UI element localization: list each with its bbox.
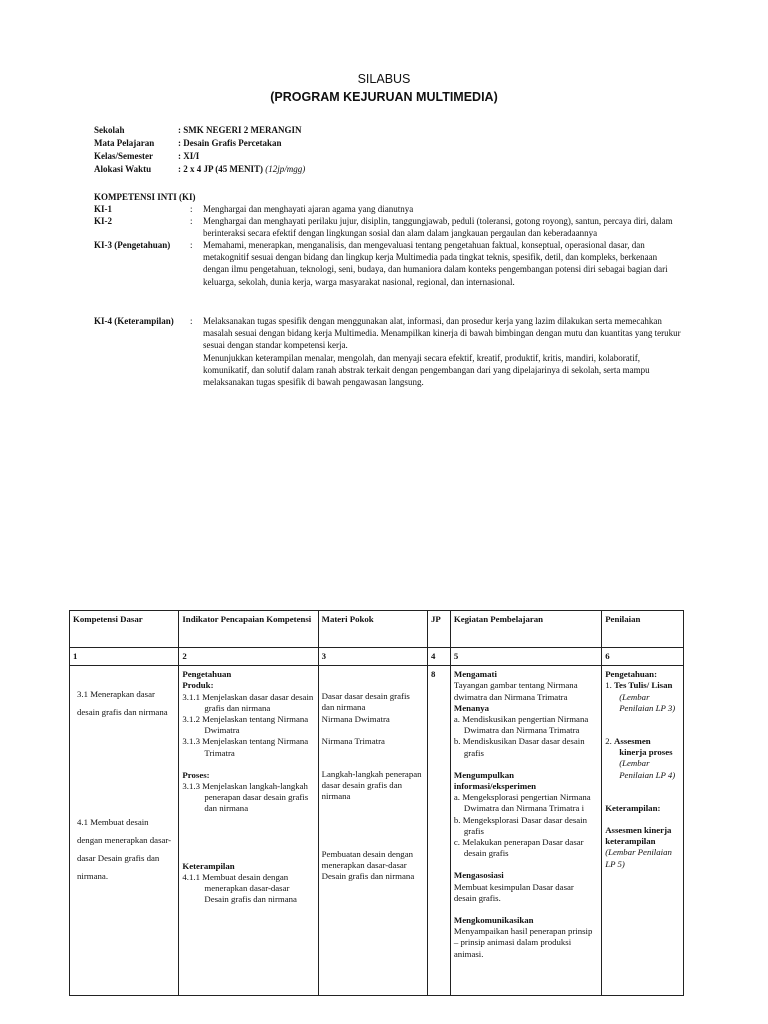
table-header: JP [427, 611, 450, 648]
ind-pengetahuan-heading: Pengetahuan [182, 669, 232, 680]
identity-label: Sekolah [94, 125, 125, 135]
keg-text: Membuat kesimpulan Dasar dasar desain grafis. [453, 881, 574, 903]
table-header: Kompetensi Dasar [70, 611, 179, 648]
keg-heading: Mengamati [453, 669, 497, 680]
identity-label: Alokasi Waktu [94, 164, 152, 174]
keg-item: c. Melakukan penerapan Dasar dasar desain grafis [453, 837, 584, 859]
keg-item: a. Mengeksplorasi pengertian Nirmana Dwimatra dan Nirmana Trimatra i [453, 792, 591, 814]
ind-item: 3.1.2 Menjelaskan tentang Nirmana Dwimatra [182, 714, 309, 736]
identity-value: : 2 x 4 JP (45 MENIT) [178, 164, 263, 174]
pen-item: 1. Tes Tulis/ Lisan (Lembar Penilaian LP 3) [605, 680, 676, 713]
table-header: Penilaian [602, 611, 684, 648]
ind-produk-heading: Produk: [182, 680, 214, 691]
table-header: Kegiatan Pembelajaran [450, 611, 601, 648]
column-number: 2 [179, 648, 318, 666]
pen-item: 2. Assesmen kinerja proses (Lembar Penilaian LP 4) [605, 736, 676, 780]
ki-text: Menghargai dan menghayati ajaran agama yang dianutnya [203, 204, 414, 214]
column-number: 5 [450, 648, 601, 666]
ki-label: KI-3 (Pengetahuan) [94, 240, 171, 250]
kegiatan-cell [450, 666, 601, 996]
pen-heading: Pengetahuan: [605, 669, 657, 680]
identity-label: Kelas/Semester [94, 151, 153, 161]
kd-item: 4.1 Membuat desain dengan menerapkan dasar-dasar Desain grafis dan nirmana. [77, 817, 172, 882]
table-header: Materi Pokok [318, 611, 427, 648]
ki-label: KI-1 [94, 204, 112, 214]
identity-value-extra: (12jp/mgg) [263, 164, 306, 174]
materi-item: Dasar dasar desain grafis dan nirmana [321, 691, 410, 713]
materi-cell [318, 666, 427, 996]
materi-item: Pembuatan desain dengan menerapkan dasar-dasar Desain grafis dan nirmana [321, 848, 415, 882]
identity-value: : Desain Grafis Percetakan [178, 138, 282, 148]
title-line-2: (PROGRAM KEJURUAN MULTIMEDIA) [270, 90, 498, 104]
ki-2: KI-2 : Menghargai dan menghayati perilaku jujur, disiplin, tanggungjawab, peduli (toleransi, gotong royong), santun, percaya diri, dalam berinteraksi secara efektif dengan lingkungan sosial dan alam dalam jangkauan pergaulan dan keberadaannya [94, 215, 684, 239]
title-line-1: SILABUS [357, 72, 411, 86]
ki-text: Menunjukkan keterampilan menalar, mengolah, dan menyaji secara efektif, kreatif, produktif, kritis, mandiri, kolaboratif, komunikatif, dan solutif dalam ranah abstrak terkait dengan pengembangan dari yang dipelajarinya di sekolah, serta mampu melaksanakan tugas spesifik di bawah pengawasan langsung. [203, 352, 650, 388]
ki-4: KI-4 (Keterampilan) : Melaksanakan tugas spesifik dengan menggunakan alat, informasi, dan prosedur kerja yang lazim dilakukan serta memecahkan masalah sesuai dengan bidang kerja Multimedia. Menampilkan kinerja di bawah bimbingan dengan mutu dan kuantitas yang terukur sesuai dengan standar kompetensi kerja. Menunjukkan keterampilan menalar, mengolah, dan menyaji secara efektif, kreatif, produktif, kritis, mandiri, kolaboratif, komunikatif, dan solutif dalam ranah abstrak terkait dengan pengembangan dari yang dipelajarinya di sekolah, serta mampu melaksanakan tugas spesifik di bawah pengawasan langsung. [94, 315, 684, 388]
jp-cell: 8 [427, 666, 450, 996]
kd-cell [70, 666, 179, 996]
ki-3: KI-3 (Pengetahuan) : Memahami, menerapkan, menganalisis, dan mengevaluasi tentang pengetahuan faktual, konseptual, operasional dasar, dan metakognitif sesuai dengan bidang dan lingkup kerja Multimedia pada tingkat teknis, spesifik, detil, dan kompleks, berkenaan dengan ilmu pengetahuan, teknologi, seni, budaya, dan humaniora dalam konteks pengembangan potensi diri sebagai bagian dari keluarga, sekolah, dunia kerja, warga masyarakat nasional, regional, dan internasional. [94, 239, 684, 288]
keg-heading: Mengasosiasi [453, 870, 504, 881]
identity-value: : SMK NEGERI 2 MERANGIN [178, 125, 302, 135]
ki-1: KI-1 : Menghargai dan menghayati ajaran agama yang dianutnya [94, 203, 684, 215]
ki-text: Melaksanakan tugas spesifik dengan menggunakan alat, informasi, dan prosedur kerja yang lazim dilakukan serta memecahkan masalah sesuai dengan bidang kerja Multimedia. Menampilkan kinerja di bawah bimbingan dengan mutu dan kuantitas yang terukur sesuai dengan standar kompetensi kerja. [203, 316, 681, 351]
syllabus-table [69, 610, 684, 996]
ind-proses-heading: Proses: [182, 769, 210, 780]
keg-heading: Mengkomunikasikan [453, 915, 534, 926]
table-header-row [70, 611, 684, 648]
column-number: 6 [602, 648, 684, 666]
ind-keterampilan-heading: Keterampilan [182, 860, 235, 871]
column-number: 3 [318, 648, 427, 666]
ind-item: 4.1.1 Membuat desain dengan menerapkan dasar-dasar Desain grafis dan nirmana [182, 871, 297, 905]
indikator-cell [179, 666, 318, 996]
table-row [70, 666, 684, 996]
column-number: 4 [427, 648, 450, 666]
ki-label: KI-4 (Keterampilan) [94, 316, 174, 326]
ki-text: Menghargai dan menghayati perilaku jujur, disiplin, tanggungjawab, peduli (toleransi, gotong royong), santun, percaya diri, dalam berinteraksi secara efektif dengan lingkungan sosial dan alam dalam jangkauan pergaulan dan keberadaannya [203, 216, 673, 239]
pen-ass-note: (Lembar Penilaian LP 5) [605, 847, 672, 869]
identity-value: : XI/I [178, 151, 200, 161]
materi-item: Langkah-langkah penerapan dasar desain grafis dan nirmana [321, 769, 422, 802]
pen-heading: Keterampilan: [605, 802, 661, 813]
keg-text: Tayangan gambar tentang Nirmana dwimatra dan Nirmana Trimatra [453, 680, 578, 702]
keg-heading: Menanya [453, 702, 490, 713]
keg-item: b. Mendiskusikan Dasar dasar desain grafis [453, 736, 585, 758]
ind-item: 3.1.3 Menjelaskan tentang Nirmana Trimatra [182, 736, 309, 758]
table-number-row [70, 648, 684, 666]
kd-item: 3.1 Menerapkan dasar desain grafis dan nirmana [77, 689, 168, 718]
ki-heading: KOMPETENSI INTI (KI) [94, 192, 196, 202]
ind-item: 3.1.3 Menjelaskan langkah-langkah penerapan dasar desain grafis dan nirmana [182, 781, 309, 814]
materi-item: Nirmana Dwimatra [321, 713, 390, 724]
keg-heading: Mengumpulkan informasi/eksperimen [453, 769, 536, 792]
ind-item: 3.1.1 Menjelaskan dasar dasar desain grafis dan nirmana [182, 691, 314, 713]
pen-ass: Assesmen kinerja keterampilan [605, 825, 672, 847]
keg-item: a. Mendiskusikan pengertian Nirmana Dwimatra dan Nirmana Trimatra [453, 714, 589, 736]
keg-item: b. Mengeksplorasi Dasar dasar desain grafis [453, 814, 588, 836]
keg-text: Menyampaikan hasil penerapan prinsip – prinsip animasi dalam produksi animasi. [453, 926, 593, 959]
materi-item: Nirmana Trimatra [321, 735, 385, 746]
ki-label: KI-2 [94, 216, 112, 226]
column-number: 1 [70, 648, 179, 666]
table-header: Indikator Pencapaian Kompetensi [179, 611, 318, 648]
penilaian-cell [602, 666, 684, 996]
identity-label: Mata Pelajaran [94, 138, 155, 148]
ki-text: Memahami, menerapkan, menganalisis, dan mengevaluasi tentang pengetahuan faktual, konseptual, operasional dasar, dan metakognitif sesuai dengan bidang dan lingkup kerja Multimedia pada tingkat teknis, spesifik, detil, dan kompleks, berkenaan dengan ilmu pengetahuan, teknologi, seni, budaya, dan humaniora dalam konteks pengembangan potensi diri sebagai bagian dari keluarga, sekolah, dunia kerja, warga masyarakat nasional, regional, dan internasional. [203, 240, 668, 287]
